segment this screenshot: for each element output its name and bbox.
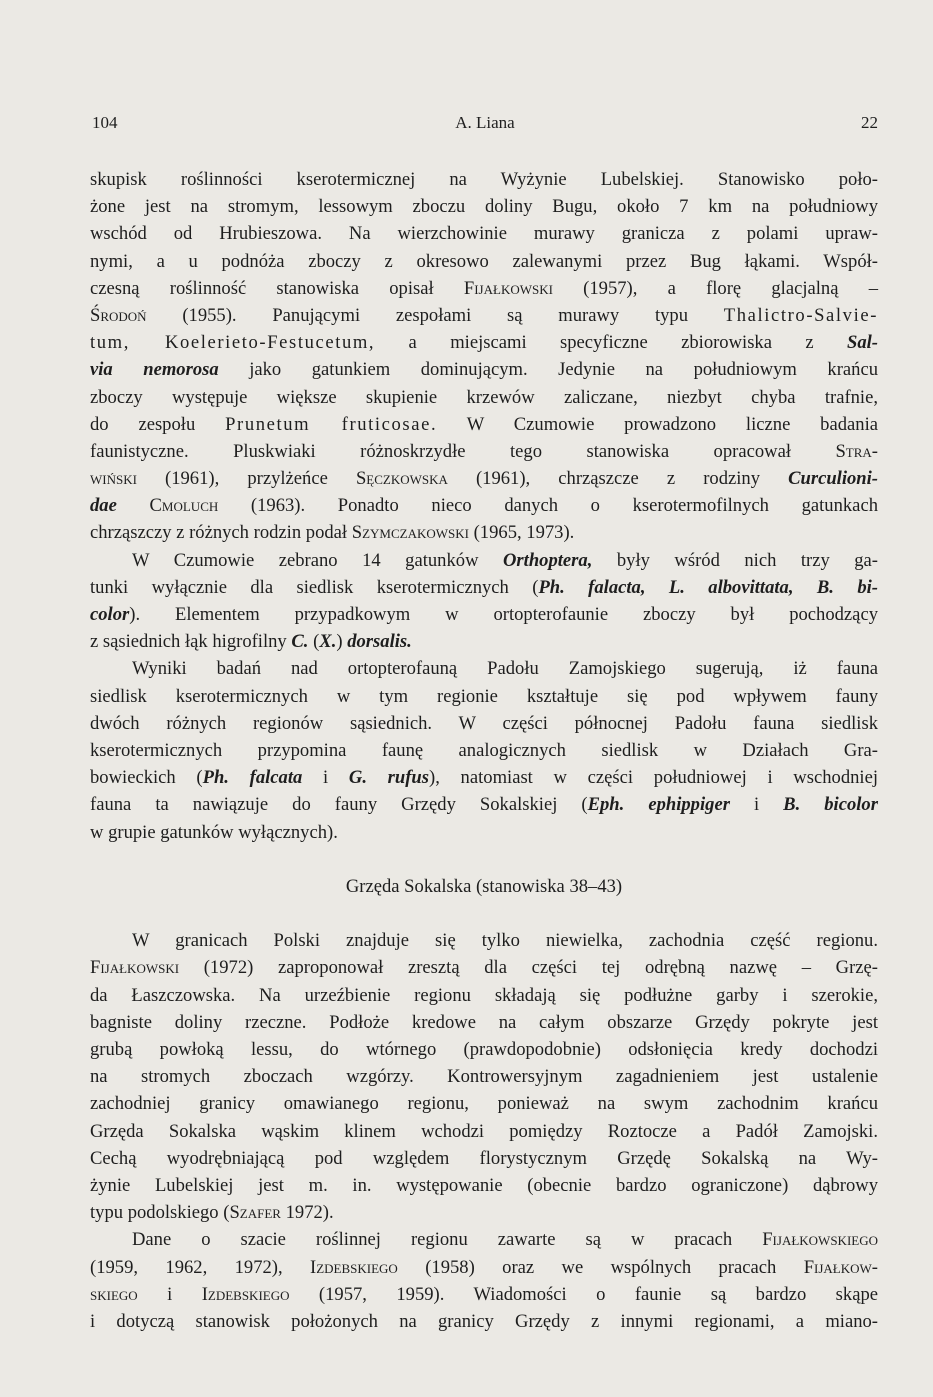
text-run: i dotyczą stanowisk położonych na granicy Grzędy z innymi regionami, a miano- (90, 1310, 878, 1332)
text-run: (1961), przylżeńce (136, 468, 356, 490)
text-line (90, 791, 878, 818)
text-run: grubą powłoką lessu, do wtórnego (prawdopodobnie) odsłonięcia kredy dochodzi (90, 1039, 878, 1060)
text-run: (1972) zaproponował zresztą dla części tej odrębną nazwę – Grzę- (179, 957, 878, 979)
text-line (90, 655, 878, 682)
text-line (90, 1036, 878, 1063)
text-run: siedlisk kserotermicznych w tym regionie kształtuje się pod wpływem fauny (90, 685, 878, 707)
text-run: jako gatunkiem dominującym. Jedynie na południowym krańcu (218, 359, 878, 381)
text-run: fauna ta nawiązuje do fauny Grzędy Sokalskiej ( (90, 794, 588, 816)
text-line (90, 465, 878, 492)
text-line (90, 329, 878, 356)
text-run: W Czumowie prowadzono liczne badania (437, 413, 878, 435)
text-line (90, 1063, 878, 1090)
text-run: G. rufus (348, 767, 430, 789)
text-line (90, 574, 878, 601)
text-run: kserotermicznych przypomina faunę analogicznych siedlisk w Działach Gra- (90, 739, 878, 761)
text-line (90, 764, 878, 791)
text-line (90, 900, 878, 927)
text-line (90, 1118, 878, 1145)
text-run: ), natomiast w części południowej i wschodniej (429, 767, 878, 789)
text-run: Izdebskiego (310, 1256, 398, 1278)
text-run: Grzęda Sokalska (stanowiska 38–43) (345, 875, 623, 897)
text-run: typu podolskiego ( (90, 1202, 230, 1224)
text-line (90, 982, 878, 1009)
text-run: żynie Lubelskiej jest m. in. występowanie (obecnie bardzo ograniczone) dąbrowy (90, 1174, 878, 1196)
page-header (92, 113, 878, 139)
text-run: zachodniej granicy omawianego regionu, ponieważ na swym zachodnim krańcu (90, 1093, 878, 1115)
text-run: bagniste doliny rzeczne. Podłoże kredowe na całym obszarze Grzędy pokryte jest (90, 1011, 878, 1033)
volume-number: 22 (861, 113, 878, 132)
text-run: C. (291, 631, 309, 653)
text-line (90, 1308, 878, 1335)
section-heading (90, 873, 878, 900)
text-run: były wśród nich trzy ga- (592, 549, 878, 571)
text-run: dorsalis. (347, 631, 412, 653)
text-run: Prunetum fruticosae. (225, 413, 438, 435)
text-run: czesną roślinność stanowiska opisał (90, 277, 464, 299)
text-run: Sęczkowska (355, 468, 448, 490)
text-run: Cmoluch (149, 495, 219, 517)
text-run: ) (336, 631, 348, 653)
text-line (90, 683, 878, 710)
text-run: do zespołu (90, 413, 226, 435)
text-line (90, 737, 878, 764)
text-run: (1957, 1959). Wiadomości o faunie są bardzo skąpe (289, 1283, 878, 1305)
text-line (90, 927, 878, 954)
text-run: Fijałkowskiego (762, 1229, 878, 1251)
text-line (90, 248, 878, 275)
text-run: (1957), a florę glacjalną – (552, 277, 878, 299)
text-run: Wyniki badań nad ortopterofauną Padołu Zamojskiego sugerują, iż fauna (132, 658, 878, 680)
text-run: dwóch różnych regionów sąsiednich. W części północnej Padołu fauna siedlisk (90, 712, 878, 734)
text-run: Thalictro-Salvie- (723, 304, 878, 326)
text-line (90, 302, 878, 329)
text-run: żone jest na stromym, lessowym zboczu doliny Bugu, około 7 km na południowy (90, 196, 878, 218)
text-run: Dane o szacie roślinnej regionu zawarte są w pracach (132, 1229, 763, 1251)
running-title: A. Liana (455, 113, 515, 132)
text-run: dae (90, 495, 117, 517)
text-run: (1955). Panującymi zespołami są murawy typu (146, 304, 724, 326)
text-run: i (137, 1283, 202, 1305)
text-run: skupisk roślinności kserotermicznej na Wyżynie Lubelskiej. Stanowisko poło- (90, 169, 878, 190)
text-run: Środoń (90, 304, 147, 326)
text-run: chrząszczy z różnych rodzin podał (90, 522, 352, 544)
text-run: (1965, 1973). (468, 522, 575, 544)
body-text (90, 166, 878, 1335)
text-run: a miejscami specyficzne zbiorowiska z (375, 332, 847, 354)
text-run: i (302, 767, 349, 789)
text-run: (1963). Ponadto nieco danych o kserotermofilnych gatunkach (218, 495, 878, 517)
text-line (90, 954, 878, 981)
text-run: w grupie gatunków wyłącznych). (90, 821, 338, 843)
text-run: Ph. falcata (202, 767, 303, 789)
text-run: bowieckich ( (90, 767, 203, 789)
text-run: nymi, a u podnóża zboczy z okresowo zalewanymi przez Bug łąkami. Współ- (90, 250, 878, 272)
text-run: Fijałkowski (463, 277, 553, 299)
text-run: skiego (90, 1283, 138, 1305)
text-run: tunki wyłącznie dla siedlisk kserotermicznych ( (90, 576, 539, 598)
text-run: ( (308, 631, 320, 653)
text-line (90, 411, 878, 438)
text-run: na stromych zboczach wzgórzy. Kontrowersyjnym zagadnieniem jest ustalenie (90, 1066, 878, 1088)
text-run: (1958) oraz we wspólnych pracach (397, 1256, 804, 1278)
text-line (90, 356, 878, 383)
text-run: ). Elementem przypadkowym w ortopterofaunie zboczy był pochodzący (129, 604, 878, 625)
text-run: W granicach Polski znajduje się tylko niewielka, zachodnia część regionu. (132, 930, 878, 952)
text-line (90, 438, 878, 465)
text-run: via nemorosa (90, 359, 219, 381)
text-run: Fijałkow- (803, 1256, 878, 1278)
text-run (117, 495, 150, 516)
page-number: 104 (92, 113, 118, 132)
text-line (90, 1226, 878, 1253)
text-run: Izdebskiego (201, 1283, 290, 1305)
text-line (90, 819, 878, 846)
text-run: Curculioni- (788, 468, 878, 490)
text-run: B. bicolor (783, 794, 878, 816)
text-line (90, 1172, 878, 1199)
text-line (90, 1009, 878, 1036)
text-line (90, 1145, 878, 1172)
text-line (90, 1254, 878, 1281)
text-run: Szafer (229, 1202, 281, 1224)
text-line (90, 1090, 878, 1117)
text-run: Cechą wyodrębniającą pod względem florystycznym Grzędę Sokalską na Wy- (90, 1147, 878, 1169)
text-run: Fijałkowski (90, 957, 180, 979)
text-run: da Łaszczowska. Na urzeźbienie regionu składają się podłużne garby i szerokie, (90, 984, 878, 1006)
text-run: (1961), chrząszcze z rodziny (447, 468, 789, 490)
text-line (90, 275, 878, 302)
text-run: (1959, 1962, 1972), (90, 1256, 311, 1278)
text-line (90, 384, 878, 411)
text-line (90, 601, 878, 628)
text-run: Grzęda Sokalska wąskim klinem wchodzi pomiędzy Roztocze a Padół Zamojski. (90, 1120, 878, 1142)
text-run: Ph. falacta, L. albovittata, B. bi- (538, 576, 878, 598)
text-line (90, 547, 878, 574)
text-line (90, 1281, 878, 1308)
text-run: 1972). (280, 1202, 334, 1224)
text-run: faunistyczne. Pluskwiaki różnoskrzydłe tego stanowiska opracował (90, 440, 836, 462)
text-run: tum, Koelerieto-Festucetum, (90, 332, 376, 354)
text-run: Orthoptera, (503, 549, 593, 571)
text-line (90, 193, 878, 220)
text-run: wiński (90, 468, 137, 490)
text-line (90, 519, 878, 546)
text-line (90, 628, 878, 655)
text-run: Eph. ephippiger (587, 794, 730, 816)
text-run: Sal- (846, 332, 878, 354)
text-run: W Czumowie zebrano 14 gatunków (132, 549, 503, 571)
text-run: z sąsiednich łąk higrofilny (90, 631, 292, 653)
text-run: X. (319, 631, 337, 653)
text-run: wschód od Hrubieszowa. Na wierzchowinie murawy granicza z polami upraw- (90, 223, 878, 245)
text-run: zboczy występuje większe skupienie krzewów zaliczane, niezbyt chyba trafnie, (90, 386, 878, 408)
text-run: color (90, 604, 130, 625)
text-run: Szymczakowski (351, 522, 469, 544)
text-run: Stra- (835, 440, 878, 462)
text-line (90, 166, 878, 193)
text-line (90, 492, 878, 519)
text-line (90, 220, 878, 247)
text-line (90, 1199, 878, 1226)
text-line (90, 846, 878, 873)
text-line (90, 710, 878, 737)
text-run: i (729, 794, 784, 816)
